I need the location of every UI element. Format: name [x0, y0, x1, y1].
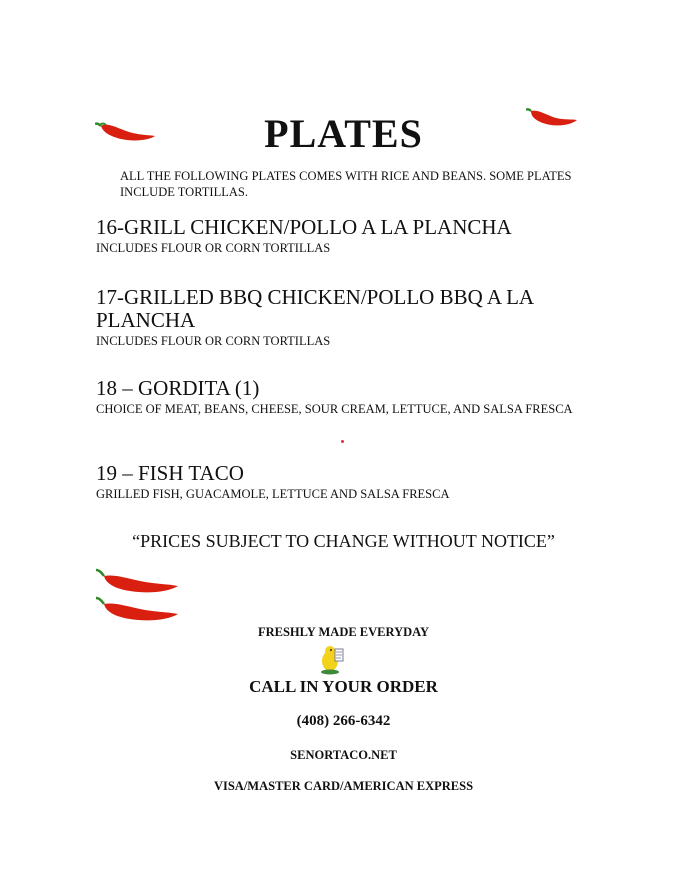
item-description: INCLUDES FLOUR OR CORN TORTILLAS — [96, 334, 331, 348]
menu-item — [96, 462, 586, 502]
item-name: 19 – FISH TACO — [96, 461, 244, 485]
chili-pepper-icon — [96, 566, 180, 596]
item-description: CHOICE OF MEAT, BEANS, CHEESE, SOUR CREAM, LETTUCE, AND SALSA FRESCA — [96, 402, 573, 416]
price-notice: “PRICES SUBJECT TO CHANGE WITHOUT NOTICE” — [132, 531, 555, 551]
payment-methods: VISA/MASTER CARD/AMERICAN EXPRESS — [213, 779, 474, 793]
chili-pepper-icon — [96, 594, 180, 624]
item-description: GRILLED FISH, GUACAMOLE, LETTUCE AND SALSA FRESCA — [96, 487, 450, 501]
website: SENORTACO.NET — [290, 748, 397, 762]
item-description: INCLUDES FLOUR OR CORN TORTILLAS — [96, 241, 331, 255]
page-title: PLATES — [264, 111, 423, 156]
call-order: CALL IN YOUR ORDER — [249, 677, 438, 696]
intro-text: ALL THE FOLLOWING PLATES COMES WITH RICE AND BEANS. SOME PLATES INCLUDE TORTILLAS. — [120, 169, 572, 199]
item-name: 16-GRILL CHICKEN/POLLO A LA PLANCHA — [96, 215, 512, 239]
menu-item — [96, 286, 536, 349]
tagline: FRESHLY MADE EVERYDAY — [257, 625, 430, 639]
phone-number: (408) 266-6342 — [296, 713, 391, 729]
menu-item — [96, 377, 576, 417]
menu-item — [96, 216, 586, 256]
mascot-icon — [317, 643, 347, 675]
speck — [341, 440, 344, 443]
item-name: 17-GRILLED BBQ CHICKEN/POLLO BBQ A LA PLANCHA — [96, 285, 533, 332]
item-name: 18 – GORDITA (1) — [96, 376, 260, 400]
